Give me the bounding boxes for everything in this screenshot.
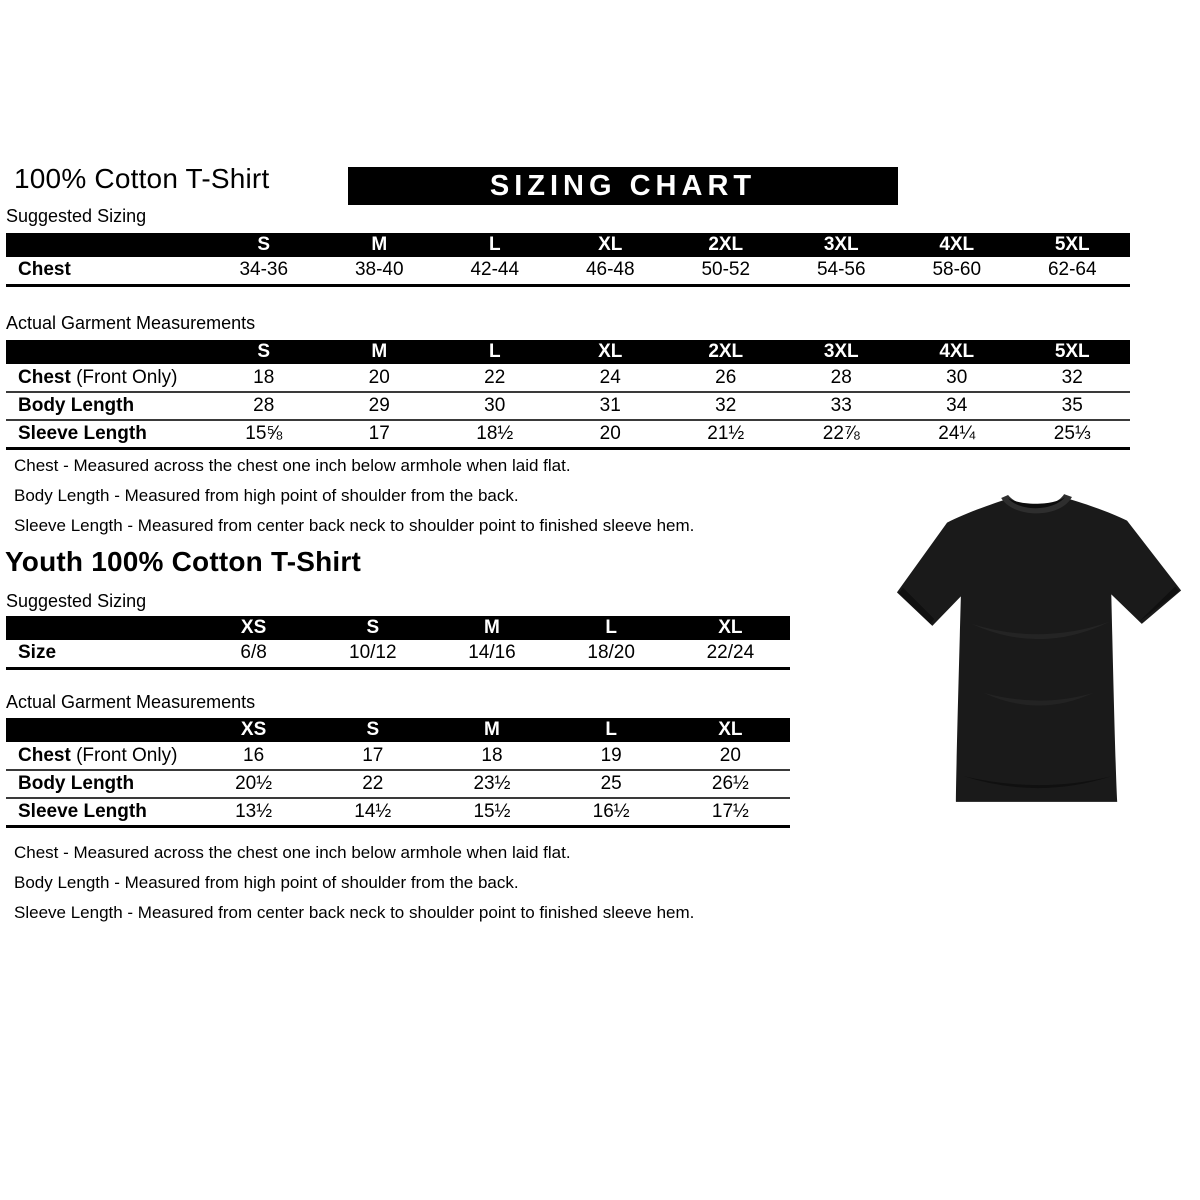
row-label-text: Chest xyxy=(18,744,71,766)
cell: 32 xyxy=(715,395,737,416)
cell: 28 xyxy=(253,395,275,416)
size-header-3xl: 3XL xyxy=(784,340,900,364)
cell: 34-36 xyxy=(239,259,289,281)
cell: 33 xyxy=(830,395,852,416)
cell: 17 xyxy=(368,422,390,444)
size-header-m: M xyxy=(322,233,438,257)
cell: 28 xyxy=(830,366,852,388)
row-label-text: Body Length xyxy=(18,773,135,794)
youth-section-title: Youth 100% Cotton T-Shirt xyxy=(5,546,362,577)
size-header-5xl: 5XL xyxy=(1015,233,1131,257)
measurement-note-body-length: Body Length - Measured from high point of shoulder from the back. xyxy=(14,873,519,892)
cell: 18/20 xyxy=(587,642,635,664)
adult-actual-measurements-label: Actual Garment Measurements xyxy=(6,313,256,333)
cell: 62-64 xyxy=(1047,259,1097,281)
adult-actual-measurements-table xyxy=(6,340,1130,450)
table-row-chest xyxy=(6,257,1130,285)
row-label: Size xyxy=(18,642,57,664)
size-header-4xl: 4XL xyxy=(899,340,1015,364)
cell: 17½ xyxy=(711,800,749,822)
size-header-l: L xyxy=(552,718,671,742)
table-row-size xyxy=(6,640,790,668)
size-header-xl: XL xyxy=(671,616,790,640)
cell: 26½ xyxy=(711,773,749,794)
cell: 18 xyxy=(481,744,503,766)
cell: 46-48 xyxy=(585,259,635,281)
row-label xyxy=(6,392,206,420)
measurement-note-chest: Chest - Measured across the chest one inch below armhole when laid flat. xyxy=(14,843,571,862)
cell: 26 xyxy=(715,366,737,388)
table-row-sleeve-length xyxy=(6,798,790,826)
cell: 22⅞ xyxy=(822,422,860,444)
header-spacer xyxy=(6,233,206,257)
cell: 13½ xyxy=(235,800,273,822)
row-label-text: Chest xyxy=(18,366,71,388)
cell: 22 xyxy=(362,773,384,794)
size-header-3xl: 3XL xyxy=(784,233,900,257)
table-row-sleeve-length xyxy=(6,420,1130,448)
cell: 17 xyxy=(362,744,384,766)
measurement-note-body-length: Body Length - Measured from high point of shoulder from the back. xyxy=(14,486,519,505)
size-header-s: S xyxy=(206,233,322,257)
adult-suggested-sizing-label: Suggested Sizing xyxy=(6,206,147,226)
measurement-note-sleeve-length: Sleeve Length - Measured from center back neck to shoulder point to finished sleeve hem. xyxy=(14,516,695,535)
cell: 22 xyxy=(484,366,506,388)
size-header-2xl: 2XL xyxy=(668,233,784,257)
cell: 38-40 xyxy=(354,259,404,281)
row-label-text: Sleeve Length xyxy=(18,422,147,444)
size-header-s: S xyxy=(313,718,432,742)
header-spacer xyxy=(6,718,194,742)
table-row-body-length xyxy=(6,770,790,798)
row-label xyxy=(6,798,194,826)
youth-suggested-sizing-table xyxy=(6,616,790,670)
cell: 58-60 xyxy=(932,259,982,281)
header-spacer xyxy=(6,616,194,640)
cell: 21½ xyxy=(707,422,745,444)
size-header-2xl: 2XL xyxy=(668,340,784,364)
cell: 15½ xyxy=(473,800,511,822)
size-header-4xl: 4XL xyxy=(899,233,1015,257)
table-row-body-length xyxy=(6,392,1130,420)
header-row xyxy=(6,718,790,742)
size-header-s: S xyxy=(206,340,322,364)
row-label: Chest xyxy=(18,259,71,281)
cell: 15⅝ xyxy=(245,422,283,444)
measurement-note-sleeve-length: Sleeve Length - Measured from center back neck to shoulder point to finished sleeve hem. xyxy=(14,903,695,922)
cell: 10/12 xyxy=(349,642,397,664)
tshirt-svg xyxy=(893,476,1188,816)
sizing-chart-banner: SIZING CHART xyxy=(348,167,898,205)
measurement-note-chest: Chest - Measured across the chest one inch below armhole when laid flat. xyxy=(14,456,571,475)
cell: 14½ xyxy=(354,800,392,822)
table-row-chest xyxy=(6,364,1130,392)
size-header-xl: XL xyxy=(671,718,790,742)
size-header-m: M xyxy=(432,718,551,742)
cell: 54-56 xyxy=(816,259,866,281)
black-tshirt-image xyxy=(893,476,1188,816)
size-header-l: L xyxy=(552,616,671,640)
cell: 29 xyxy=(368,395,390,416)
cell: 14/16 xyxy=(468,642,516,664)
cell: 20 xyxy=(368,366,390,388)
header-spacer xyxy=(6,340,206,364)
cell: 31 xyxy=(599,395,621,416)
cell: 24 xyxy=(599,366,621,388)
cell: 24¼ xyxy=(938,422,976,444)
table-row-chest xyxy=(6,742,790,770)
size-header-xl: XL xyxy=(553,233,669,257)
adult-section-title: 100% Cotton T-Shirt xyxy=(14,163,270,194)
cell: 23½ xyxy=(473,773,511,794)
size-header-s: S xyxy=(313,616,432,640)
cell: 16½ xyxy=(592,800,630,822)
cell: 22/24 xyxy=(706,642,755,664)
row-label xyxy=(6,742,194,770)
cell: 50-52 xyxy=(701,259,751,281)
size-header-l: L xyxy=(437,340,553,364)
cell: 35 xyxy=(1061,395,1083,416)
row-label-note: (Front Only) xyxy=(70,744,178,766)
cell: 25 xyxy=(600,773,622,794)
size-header-m: M xyxy=(432,616,551,640)
cell: 20 xyxy=(719,744,741,766)
size-header-m: M xyxy=(322,340,438,364)
cell: 32 xyxy=(1061,366,1083,388)
cell: 16 xyxy=(243,744,265,766)
size-header-l: L xyxy=(437,233,553,257)
cell: 18½ xyxy=(476,422,514,444)
cell: 30 xyxy=(946,366,968,388)
cell: 25⅓ xyxy=(1053,422,1091,444)
youth-actual-measurements-table xyxy=(6,718,790,828)
size-header-xs: XS xyxy=(194,616,313,640)
header-row xyxy=(6,616,790,640)
cell: 42-44 xyxy=(470,259,520,281)
header-row xyxy=(6,340,1130,364)
cell: 34 xyxy=(946,395,968,416)
youth-suggested-sizing-label: Suggested Sizing xyxy=(6,591,147,611)
cell: 19 xyxy=(600,744,622,766)
adult-measurement-notes xyxy=(14,456,694,546)
row-label-text: Body Length xyxy=(18,395,135,416)
cell: 6/8 xyxy=(240,642,267,664)
youth-actual-measurements-label: Actual Garment Measurements xyxy=(6,692,256,712)
row-label xyxy=(6,770,194,798)
adult-suggested-sizing-table xyxy=(6,233,1130,287)
header-row xyxy=(6,233,1130,257)
row-label-text: Sleeve Length xyxy=(18,800,147,822)
row-label xyxy=(6,364,206,392)
youth-measurement-notes xyxy=(14,843,694,933)
cell: 18 xyxy=(253,366,275,388)
cell: 30 xyxy=(484,395,506,416)
row-label-note: (Front Only) xyxy=(70,366,178,388)
cell: 20 xyxy=(599,422,621,444)
cell: 20½ xyxy=(235,773,273,794)
size-header-xl: XL xyxy=(553,340,669,364)
size-header-xs: XS xyxy=(194,718,313,742)
row-label xyxy=(6,420,206,448)
size-header-5xl: 5XL xyxy=(1015,340,1131,364)
